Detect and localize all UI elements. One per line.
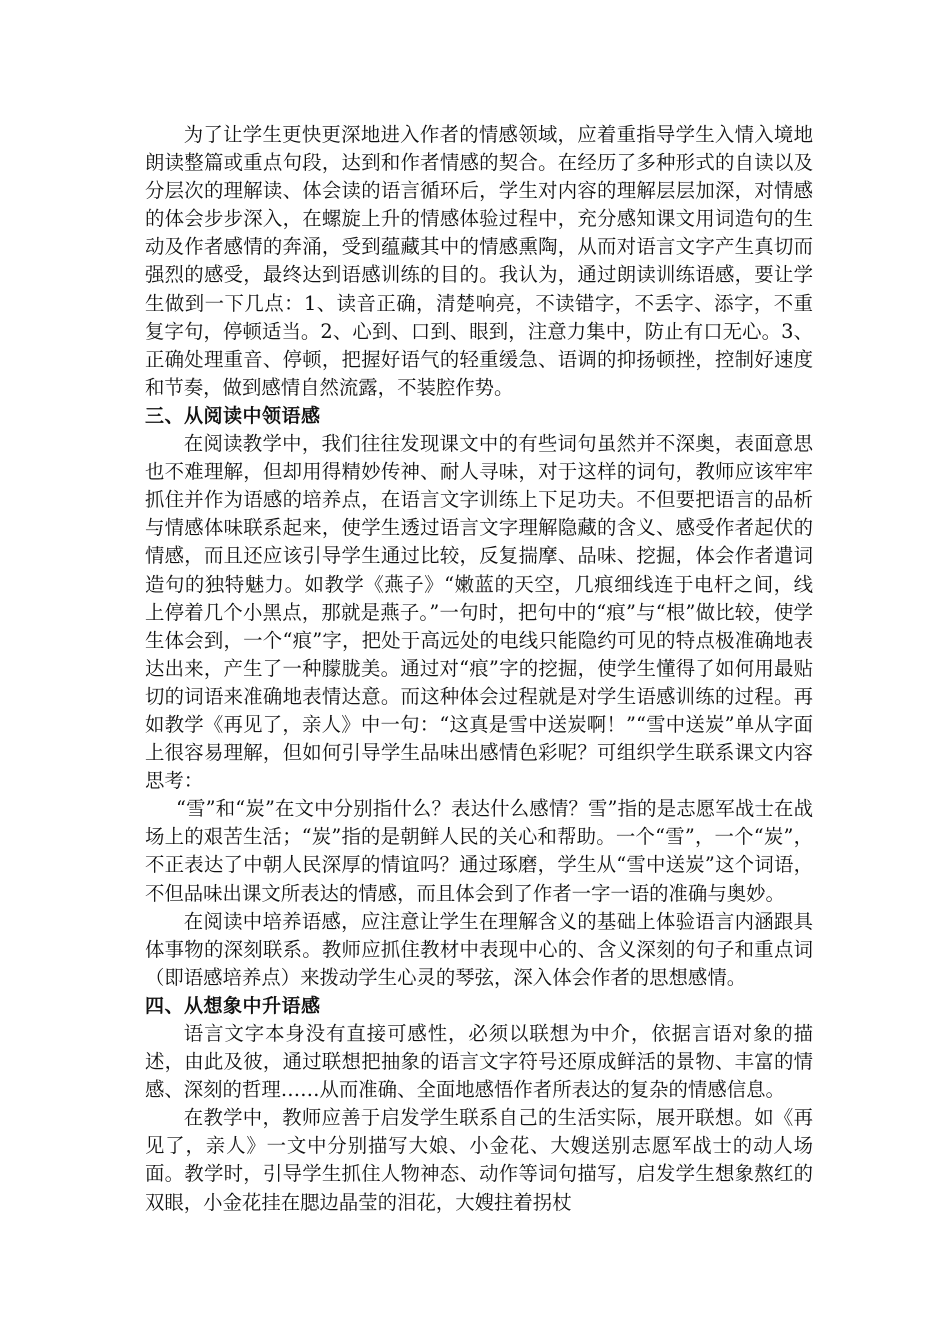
section-heading-imagination: 四、从想象中升语感 — [145, 994, 321, 1017]
paragraph-teaching-example: 在教学中，教师应善于启发学生联系自己的生活实际，展开联想。如《再见了，亲人》一文中分别描写大娘、小金花、大嫂送别志愿军战士的动人场面。教学时，引导学生抓住人物神态、动作等词句描写，启发学生想象熬红的双眼，小金花挂在腮边晶莹的泪花，大嫂拄着拐杖 — [145, 1106, 813, 1214]
paragraph-cultivate-sense: 在阅读中培养语感，应注意让学生在理解含义的基础上体验语言内涵跟具体事物的深刻联系。教师应抓住教材中表现中心的、含义深刻的句子和重点词（即语感培养点）来拨动学生心灵的琴弦，深入体会作者的思想感情。 — [145, 909, 813, 989]
document-body — [145, 121, 813, 1217]
paragraph-reading-teaching: 在阅读教学中，我们往往发现课文中的有些词句虽然并不深奥，表面意思也不难理解，但却用得精妙传神、耐人寻味，对于这样的词句，教师应该牢牢抓住并作为语感的培养点，在语言文字训练上下足功夫。不但要把语言的品析与情感体味联系起来，使学生透过语言文字理解隐藏的含义、感受作者起伏的情感，而且还应该引导学生通过比较，反复揣摩、品味、挖掘，体会作者遣词造句的独特魅力。如教学《燕子》“嫩蓝的天空，几痕细线连于电杆之间，线上停着几个小黑点，那就是燕子。”一句时，把句中的“痕”与“根”做比较，使学生体会到，一个“痕”字，把处于高远处的电线只能隐约可见的特点极准确地表达出来，产生了一种朦胧美。通过对“痕”字的挖掘，使学生懂得了如何用最贴切的词语来准确地表情达意。而这种体会过程就是对学生语感训练的过程。再如教学《再见了，亲人》中一句：“这真是雪中送炭啊！”“雪中送炭”单从字面上很容易理解，但如何引导学生品味出感情色彩呢？可组织学生联系课文内容思考： — [145, 432, 813, 793]
paragraph-association: 语言文字本身没有直接可感性，必须以联想为中介，依据言语对象的描述，由此及彼，通过联想把抽象的语言文字符号还原成鲜活的景物、丰富的情感、深刻的哲理……从而准确、全面地感悟作者所表达的复杂的情感信息。 — [145, 1022, 813, 1102]
section-heading-reading: 三、从阅读中领语感 — [145, 404, 321, 427]
paragraph-reading-aloud: 为了让学生更快更深地进入作者的情感领域，应着重指导学生入情入境地朗读整篇或重点句段，达到和作者情感的契合。在经历了多种形式的自读以及分层次的理解读、体会读的语言循环后，学生对内容的理解层层加深，对情感的体会步步深入，在螺旋上升的情感体验过程中，充分感知课文用词造句的生动及作者感情的奔涌，受到蕴藏其中的情感熏陶，从而对语言文字产生真切而强烈的感受，最终达到语感训练的目的。我认为，通过朗读训练语感，要让学生做到一下几点：1、读音正确，清楚响亮，不读错字，不丢字、添字，不重复字句，停顿适当。2、心到、口到、眼到，注意力集中，防止有口无心。3、正确处理重音、停顿，把握好语气的轻重缓急、语调的抑扬顿挫，控制好速度和节奏，做到感情自然流露，不装腔作势。 — [145, 123, 813, 399]
paragraph-snow-charcoal: “雪”和“炭”在文中分别指什么？表达什么感情？雪”指的是志愿军战士在战场上的艰苦生活；“炭”指的是朝鲜人民的关心和帮助。一个“雪”，一个“炭”，不正表达了中朝人民深厚的情谊吗？通过琢磨，学生从“雪中送炭”这个词语，不但品味出课文所表达的情感，而且体会到了作者一字一语的准确与奥妙。 — [145, 797, 813, 905]
